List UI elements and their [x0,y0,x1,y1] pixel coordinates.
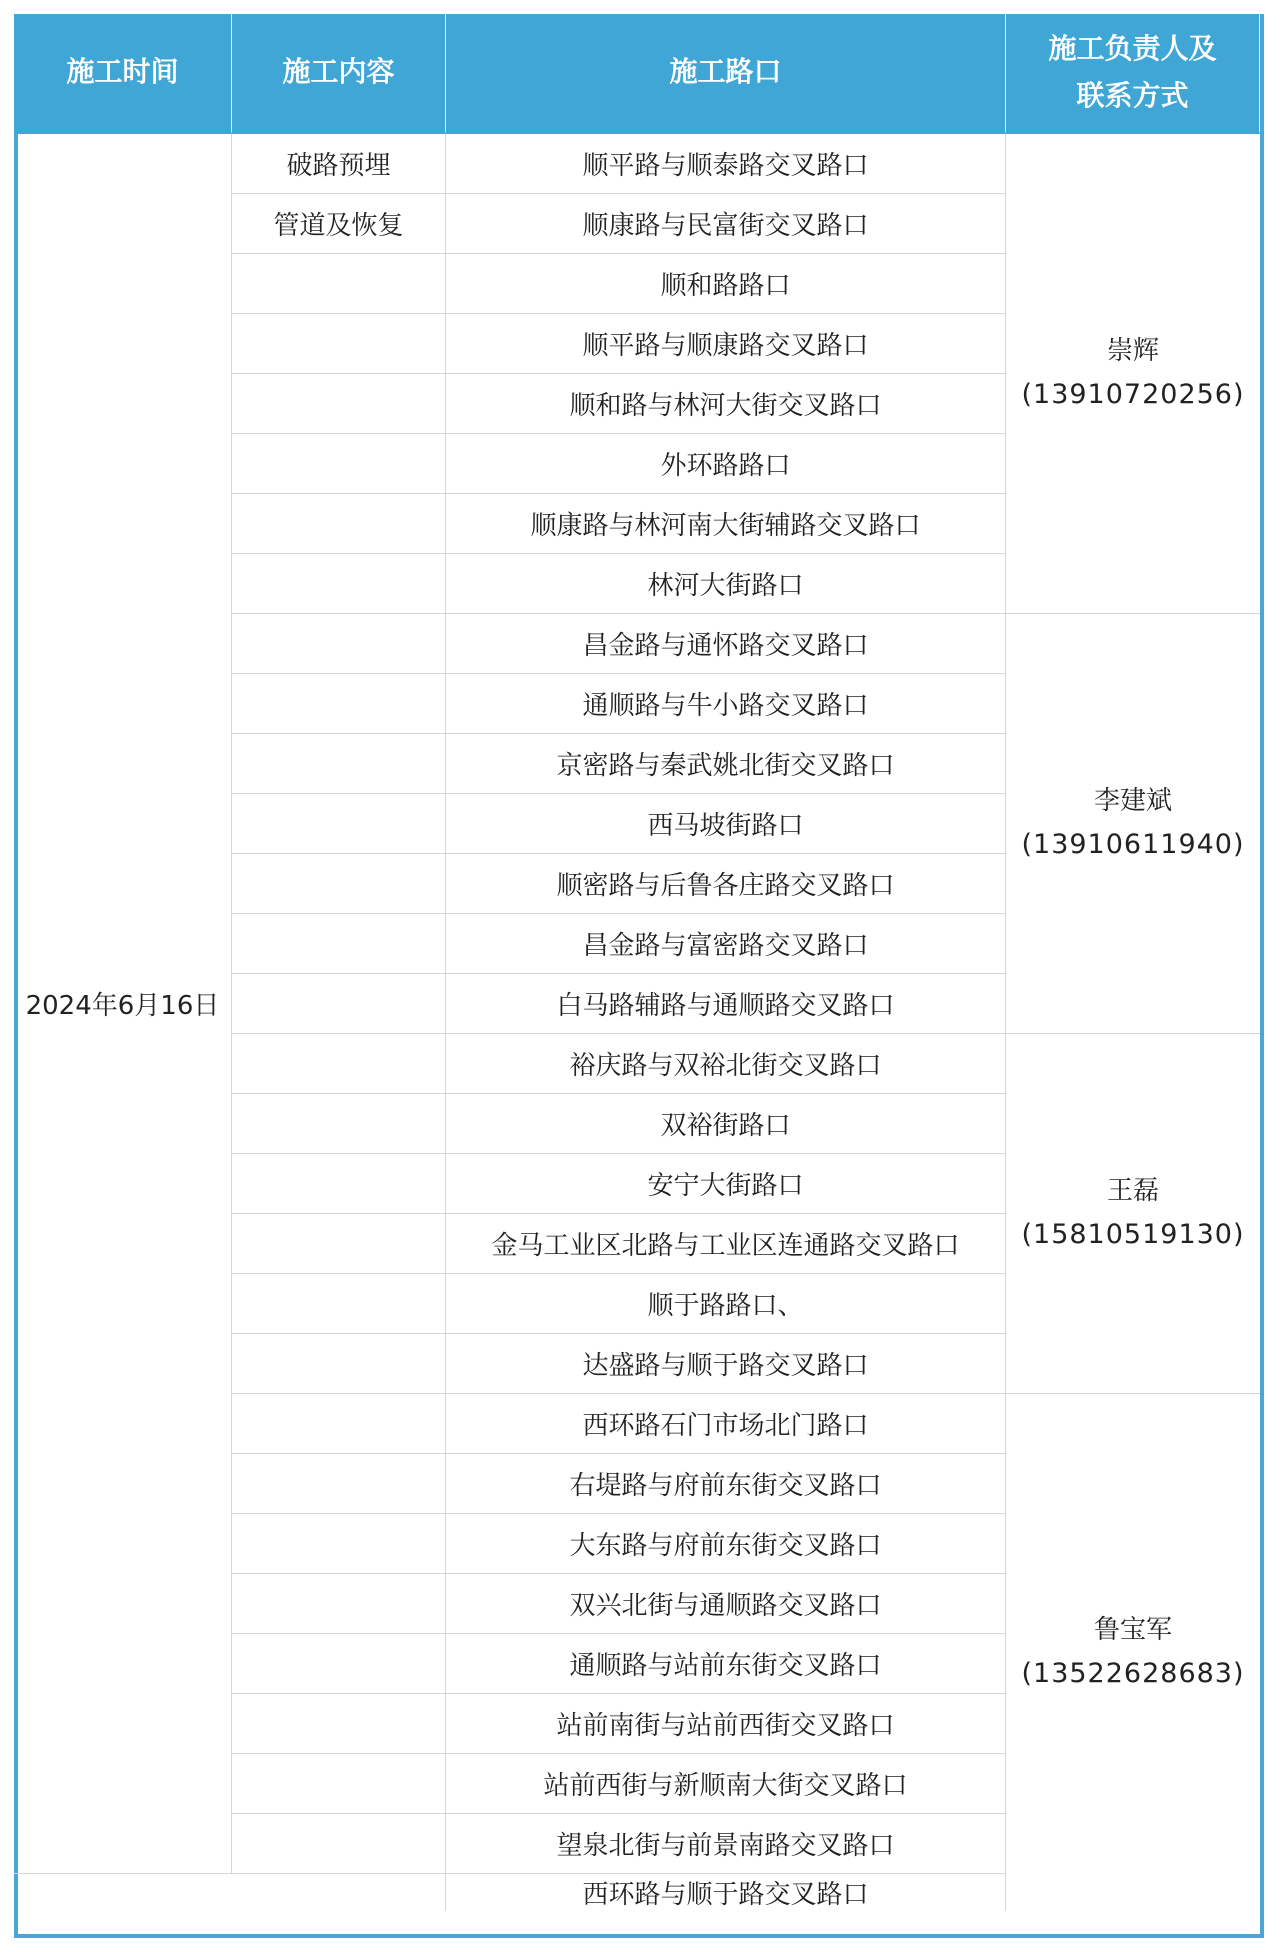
content-cell [232,434,446,494]
road-cell: 顺平路与顺康路交叉路口 [446,314,1006,374]
content-cell [232,1754,446,1814]
content-cell [232,374,446,434]
road-cell: 站前南街与站前西街交叉路口 [446,1694,1006,1754]
road-cell: 顺和路与林河大街交叉路口 [446,374,1006,434]
road-cell: 金马工业区北路与工业区连通路交叉路口 [446,1214,1006,1274]
road-cell: 通顺路与站前东街交叉路口 [446,1634,1006,1694]
content-cell [232,1394,446,1454]
content-cell [232,1574,446,1634]
content-cell [232,494,446,554]
road-cell: 顺于路路口、 [446,1274,1006,1334]
road-cell: 裕庆路与双裕北街交叉路口 [446,1034,1006,1094]
road-cell: 顺康路与林河南大街辅路交叉路口 [446,494,1006,554]
person-phone: (13910720256) [1021,378,1245,410]
content-cell: 管道及恢复 [232,194,446,254]
content-cell [232,1334,446,1394]
road-cell: 顺和路路口 [446,254,1006,314]
header-time: 施工时间 [14,14,232,134]
content-cell [232,554,446,614]
person-cell [1006,134,1260,614]
road-cell: 京密路与秦武姚北街交叉路口 [446,734,1006,794]
person-phone: (15810519130) [1021,1218,1245,1250]
road-cell: 外环路路口 [446,434,1006,494]
header-road: 施工路口 [446,14,1006,134]
person-cell [1006,1394,1260,1911]
road-cell: 达盛路与顺于路交叉路口 [446,1334,1006,1394]
header-person [1006,14,1260,134]
content-cell [232,974,446,1034]
content-cell [232,1514,446,1574]
content-cell [232,614,446,674]
person-name: 鲁宝军 [1093,1614,1172,1645]
content-cell [232,1274,446,1334]
person-name: 崇辉 [1106,335,1159,366]
road-cell: 昌金路与富密路交叉路口 [446,914,1006,974]
content-cell [232,1454,446,1514]
content-cell [232,674,446,734]
road-cell: 顺平路与顺泰路交叉路口 [446,134,1006,194]
content-cell [232,1634,446,1694]
header-person-line2: 联系方式 [1076,78,1189,112]
content-cell [232,734,446,794]
content-cell [232,854,446,914]
person-cell [1006,1034,1260,1394]
road-cell: 通顺路与牛小路交叉路口 [446,674,1006,734]
content-cell [232,1214,446,1274]
content-cell [232,254,446,314]
header-person-line1: 施工负责人及 [1048,32,1217,66]
person-cell [1006,614,1260,1034]
road-cell: 双裕街路口 [446,1094,1006,1154]
road-cell: 望泉北街与前景南路交叉路口 [446,1814,1006,1874]
content-cell: 破路预埋 [232,134,446,194]
person-name: 李建斌 [1093,785,1172,816]
road-cell: 安宁大街路口 [446,1154,1006,1214]
person-phone: (13522628683) [1021,1657,1245,1689]
road-cell: 西马坡街路口 [446,794,1006,854]
road-cell: 白马路辅路与通顺路交叉路口 [446,974,1006,1034]
road-cell: 林河大街路口 [446,554,1006,614]
content-cell [232,1034,446,1094]
content-cell [232,1154,446,1214]
road-cell: 右堤路与府前东街交叉路口 [446,1454,1006,1514]
content-cell [232,794,446,854]
content-cell [232,1814,446,1874]
road-cell: 站前西街与新顺南大街交叉路口 [446,1754,1006,1814]
road-cell: 大东路与府前东街交叉路口 [446,1514,1006,1574]
content-cell [232,914,446,974]
date-cell: 2024年6月16日 [14,134,232,1874]
road-cell: 西环路石门市场北门路口 [446,1394,1006,1454]
road-cell: 昌金路与通怀路交叉路口 [446,614,1006,674]
person-phone: (13910611940) [1021,828,1245,860]
content-cell [232,1694,446,1754]
road-cell: 顺密路与后鲁各庄路交叉路口 [446,854,1006,914]
content-cell [232,314,446,374]
content-cell [232,1874,446,1911]
header-content: 施工内容 [232,14,446,134]
road-cell: 双兴北街与通顺路交叉路口 [446,1574,1006,1634]
road-cell: 顺康路与民富街交叉路口 [446,194,1006,254]
construction-table [14,14,1260,1911]
person-name: 王磊 [1106,1175,1159,1206]
road-cell: 西环路与顺于路交叉路口 [446,1874,1006,1911]
content-cell [232,1094,446,1154]
